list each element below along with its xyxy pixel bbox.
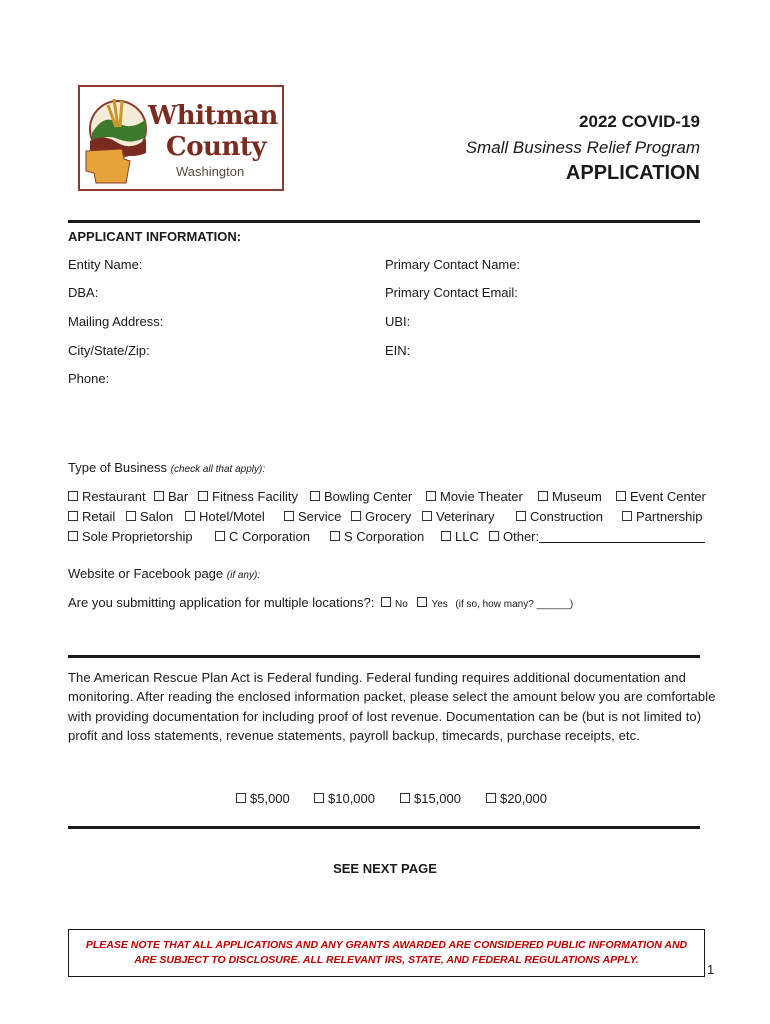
checkbox-label: Service bbox=[298, 509, 342, 524]
county-emblem-icon bbox=[84, 93, 148, 187]
checkbox-icon bbox=[422, 511, 432, 521]
checkbox-label: Event Center bbox=[630, 489, 706, 504]
checkbox-icon bbox=[330, 531, 340, 541]
ein-field[interactable]: EIN: bbox=[385, 343, 411, 358]
checkbox-bar[interactable] bbox=[154, 489, 188, 504]
checkbox-icon bbox=[426, 491, 436, 501]
checkbox-construction[interactable] bbox=[516, 509, 603, 524]
phone-field[interactable]: Phone: bbox=[68, 371, 110, 386]
checkbox-icon bbox=[486, 793, 496, 803]
checkbox-museum[interactable] bbox=[538, 489, 602, 504]
checkbox-no[interactable] bbox=[381, 599, 408, 610]
applicant-heading: APPLICANT INFORMATION: bbox=[68, 229, 242, 244]
checkbox-label: Bar bbox=[168, 489, 189, 504]
checkbox-label: Hotel/Motel bbox=[199, 509, 265, 524]
divider-middle bbox=[68, 655, 700, 658]
checkbox-event-center[interactable] bbox=[616, 489, 706, 504]
logo-word-washington: Washington bbox=[176, 164, 245, 179]
checkbox-label: Partnership bbox=[636, 509, 703, 524]
checkbox-icon bbox=[215, 531, 225, 541]
checkbox-icon bbox=[381, 597, 391, 607]
dba-field[interactable]: DBA: bbox=[68, 285, 99, 300]
checkbox-icon bbox=[284, 511, 294, 521]
primary-contact-email-field[interactable]: Primary Contact Email: bbox=[385, 285, 518, 300]
checkbox-amount-15000[interactable] bbox=[400, 791, 461, 806]
business-type-label bbox=[68, 460, 265, 478]
title-year: 2022 COVID-19 bbox=[579, 112, 700, 131]
checkbox-icon bbox=[616, 491, 626, 501]
checkbox-icon bbox=[417, 597, 427, 607]
county-logo bbox=[78, 85, 284, 191]
notice-line-2: ARE SUBJECT TO DISCLOSURE. ALL RELEVANT IRS, STATE, AND FEDERAL REGULATIONS APPLY. bbox=[134, 954, 639, 966]
website-label: Website or Facebook page bbox=[68, 566, 224, 581]
funding-paragraph: The American Rescue Plan Act is Federal funding. Federal funding requires additional documentation and monitoring. After reading the enclosed information packet, please select the amount below you are comfortable with providing documentation for including proof of lost revenue. Documentation can be (but is not limited to) profit and loss statements, revenue statements, payroll backup, timecards, purchase receipts, etc. bbox=[68, 670, 716, 743]
checkbox-icon bbox=[198, 491, 208, 501]
checkbox-label: S Corporation bbox=[344, 529, 425, 544]
website-field[interactable] bbox=[68, 566, 260, 584]
checkbox-llc[interactable] bbox=[441, 529, 479, 544]
page-number: 1 bbox=[707, 962, 715, 977]
checkbox-label: Grocery bbox=[365, 509, 412, 524]
title-doc-type: APPLICATION bbox=[565, 162, 700, 184]
checkbox-icon bbox=[68, 511, 78, 521]
logo-word-whitman: Whitman bbox=[148, 101, 278, 131]
checkbox-label: Retail bbox=[82, 509, 116, 524]
checkbox-partnership[interactable] bbox=[622, 509, 702, 524]
divider-top bbox=[68, 220, 700, 223]
checkbox-icon bbox=[236, 793, 246, 803]
checkbox-retail[interactable] bbox=[68, 509, 115, 524]
ubi-field[interactable]: UBI: bbox=[385, 314, 411, 329]
multiple-locations-question: Are you submitting application for multiple locations?: bbox=[68, 595, 375, 610]
checkbox-icon bbox=[516, 511, 526, 521]
checkbox-s-corporation[interactable] bbox=[330, 529, 424, 544]
checkbox-salon[interactable] bbox=[126, 509, 173, 524]
checkbox-icon bbox=[185, 511, 195, 521]
checkbox-label: Restaurant bbox=[82, 489, 146, 504]
checkbox-sole-proprietorship[interactable] bbox=[68, 529, 193, 544]
checkbox-icon bbox=[622, 511, 632, 521]
checkbox-icon bbox=[489, 531, 499, 541]
business-type-row-1 bbox=[0, 489, 770, 507]
primary-contact-name-field[interactable]: Primary Contact Name: bbox=[385, 257, 521, 272]
checkbox-yes[interactable] bbox=[417, 599, 447, 610]
checkbox-movie-theater[interactable] bbox=[426, 489, 523, 504]
checkbox-amount-20000[interactable] bbox=[486, 791, 547, 806]
notice-line-1: PLEASE NOTE THAT ALL APPLICATIONS AND ANY GRANTS AWARDED ARE CONSIDERED PUBLIC INFORMATION AND bbox=[85, 939, 688, 951]
checkbox-service[interactable] bbox=[284, 509, 341, 524]
checkbox-icon bbox=[351, 511, 361, 521]
checkbox-label: Veterinary bbox=[436, 509, 495, 524]
title-program: Small Business Relief Program bbox=[465, 138, 700, 157]
checkbox-fitness-facility[interactable] bbox=[198, 489, 298, 504]
checkbox-icon bbox=[400, 793, 410, 803]
checkbox-icon bbox=[68, 531, 78, 541]
divider-bottom bbox=[68, 826, 700, 829]
checkbox-label: $15,000 bbox=[414, 791, 461, 806]
checkbox-label: Museum bbox=[552, 489, 602, 504]
business-type-label-text: Type of Business bbox=[68, 460, 167, 475]
public-disclosure-notice bbox=[68, 929, 705, 977]
checkbox-icon bbox=[126, 511, 136, 521]
checkbox-label: Other: bbox=[503, 529, 540, 544]
other-input-line[interactable] bbox=[539, 530, 705, 543]
checkbox-label: Yes bbox=[431, 599, 448, 610]
amount-options bbox=[0, 791, 770, 809]
business-type-row-2 bbox=[0, 509, 770, 527]
checkbox-label: C Corporation bbox=[229, 529, 310, 544]
business-type-row-3 bbox=[0, 529, 770, 547]
checkbox-grocery[interactable] bbox=[351, 509, 411, 524]
checkbox-label: Salon bbox=[140, 509, 174, 524]
checkbox-amount-10000[interactable] bbox=[314, 791, 375, 806]
checkbox-icon bbox=[441, 531, 451, 541]
checkbox-label: LLC bbox=[455, 529, 479, 544]
checkbox-label: $5,000 bbox=[250, 791, 290, 806]
checkbox-icon bbox=[314, 793, 324, 803]
checkbox-label: Fitness Facility bbox=[212, 489, 298, 504]
checkbox-restaurant[interactable] bbox=[68, 489, 146, 504]
business-type-hint: (check all that apply): bbox=[170, 464, 266, 475]
website-hint: (if any): bbox=[226, 570, 261, 581]
checkbox-amount-5000[interactable] bbox=[236, 791, 290, 806]
checkbox-icon bbox=[154, 491, 164, 501]
checkbox-veterinary[interactable] bbox=[422, 509, 495, 524]
checkbox-label: Bowling Center bbox=[324, 489, 413, 504]
checkbox-label: Construction bbox=[530, 509, 603, 524]
checkbox-label: $10,000 bbox=[328, 791, 375, 806]
entity-name-field[interactable]: Entity Name: bbox=[68, 257, 143, 272]
mailing-address-field[interactable]: Mailing Address: bbox=[68, 314, 164, 329]
logo-word-county: County bbox=[166, 132, 266, 162]
checkbox-bowling-center[interactable] bbox=[310, 489, 412, 504]
checkbox-c-corporation[interactable] bbox=[215, 529, 310, 544]
checkbox-label: Movie Theater bbox=[440, 489, 523, 504]
checkbox-icon bbox=[68, 491, 78, 501]
checkbox-label: Sole Proprietorship bbox=[82, 529, 193, 544]
multiple-locations-row bbox=[68, 595, 573, 613]
checkbox-icon bbox=[310, 491, 320, 501]
see-next-page: SEE NEXT PAGE bbox=[333, 861, 437, 876]
locations-count-hint: (if so, how many? ______) bbox=[455, 599, 574, 610]
checkbox-icon bbox=[538, 491, 548, 501]
checkbox-label: No bbox=[395, 599, 408, 610]
checkbox-label: $20,000 bbox=[500, 791, 547, 806]
checkbox-other[interactable] bbox=[489, 529, 705, 544]
city-state-zip-field[interactable]: City/State/Zip: bbox=[68, 343, 150, 358]
checkbox-hotel-motel[interactable] bbox=[185, 509, 265, 524]
